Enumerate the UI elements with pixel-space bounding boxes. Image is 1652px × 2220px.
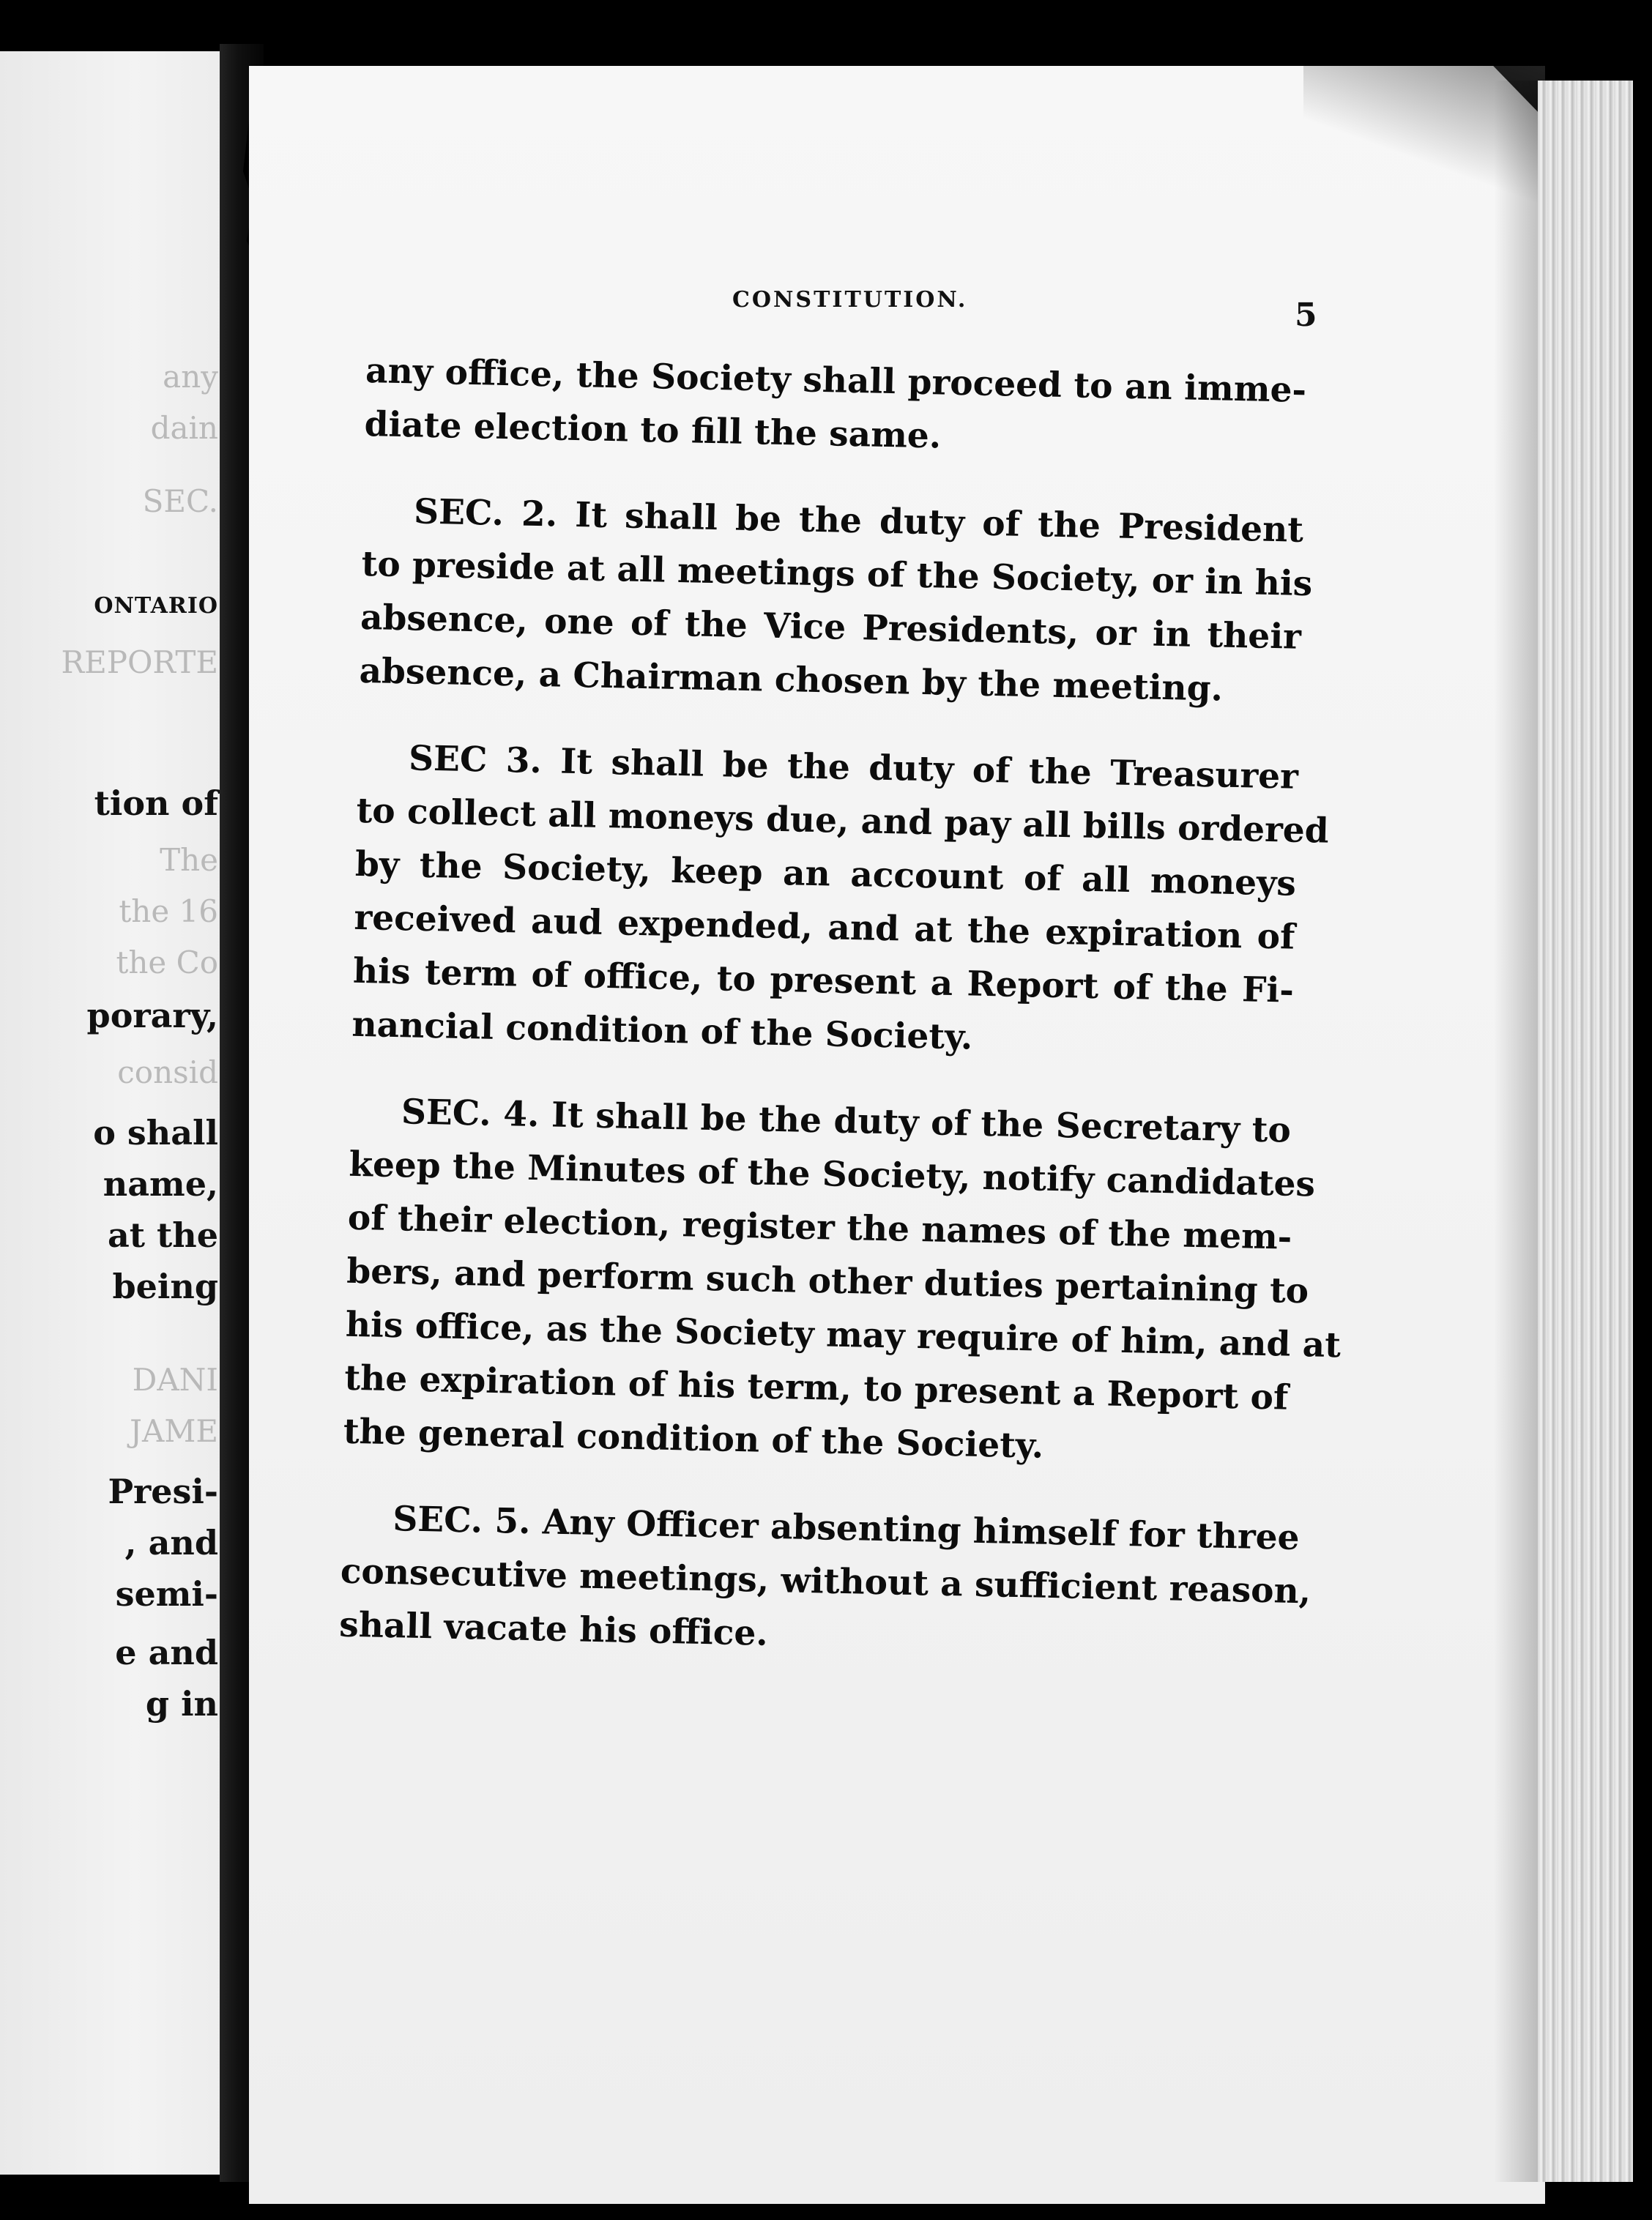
left-page-fragment: o shall bbox=[93, 1113, 218, 1152]
left-page-fragment: semi- bbox=[115, 1574, 218, 1614]
text-line: SEC. 5. Any Officer absenting himself for three bbox=[392, 1499, 1301, 1559]
text-line: diate election to fill the same. bbox=[364, 403, 942, 457]
text-line: by the Society, keep an account of all moneys bbox=[354, 843, 1297, 904]
page-edges bbox=[1538, 81, 1633, 2182]
text-line: the general condition of the Society. bbox=[343, 1411, 1044, 1467]
left-page-fragment: the 16 bbox=[119, 893, 218, 929]
text-line: absence, a Chairman chosen by the meeting. bbox=[359, 650, 1224, 709]
left-page-fragment: any bbox=[163, 359, 218, 395]
text-line: his term of office, to present a Report of the Fi- bbox=[352, 950, 1295, 1011]
text-line: bers, and perform such other duties pertaining to bbox=[346, 1251, 1309, 1312]
left-page-fragment: porary, bbox=[86, 996, 218, 1035]
left-page-fragment: tion of bbox=[94, 783, 218, 823]
left-page-fragment: at the bbox=[107, 1215, 218, 1255]
text-line: to preside at all meetings of the Society, or in his bbox=[361, 543, 1313, 605]
left-page-fragment: consid bbox=[117, 1054, 218, 1090]
left-page-fragment: g in bbox=[145, 1684, 218, 1724]
text-line: SEC. 4. It shall be the duty of the Secretary to bbox=[401, 1092, 1292, 1151]
text-line: shall vacate his office. bbox=[338, 1604, 769, 1654]
text-line: SEC 3. It shall be the duty of the Treasurer bbox=[408, 738, 1299, 797]
left-page-fragment: dain bbox=[150, 410, 218, 446]
left-page-fragment: , and bbox=[124, 1523, 218, 1562]
page-number: 5 bbox=[1295, 297, 1317, 334]
text-line: of their election, register the names of the mem- bbox=[347, 1197, 1292, 1258]
left-page-fragment: e and bbox=[115, 1633, 218, 1672]
text-line: absence, one of the Vice Presidents, or in their bbox=[360, 597, 1302, 658]
left-page-fragment: SEC. bbox=[142, 483, 218, 519]
running-head: CONSTITUTION. bbox=[732, 287, 968, 313]
text-line: consecutive meetings, without a sufficient reason, bbox=[340, 1551, 1311, 1612]
text-line: received aud expended, and at the expiration of bbox=[354, 897, 1295, 958]
constitution-text bbox=[338, 344, 1342, 1672]
left-page-fragment: ONTARIO bbox=[94, 593, 218, 619]
text-line: the expiration of his term, to present a Report of bbox=[343, 1357, 1289, 1418]
text-line: keep the Minutes of the Society, notify candidates bbox=[348, 1144, 1316, 1205]
text-line: to collect all moneys due, and pay all bills ordered bbox=[356, 790, 1330, 852]
text-line: his office, as the Society may require of him, and at bbox=[345, 1304, 1342, 1366]
left-page-fragment: Presi- bbox=[108, 1472, 218, 1511]
left-page-fragment: name, bbox=[103, 1164, 218, 1204]
left-page-fragment: JAME bbox=[130, 1413, 218, 1449]
left-page-fragment: the Co bbox=[116, 945, 218, 980]
text-line: SEC. 2. It shall be the duty of the President bbox=[413, 491, 1304, 551]
left-page-fragment: DANI bbox=[132, 1362, 218, 1398]
left-page-fragment: The bbox=[160, 842, 218, 878]
left-page-fragment: being bbox=[112, 1267, 218, 1306]
left-page-fragment: REPORTE bbox=[61, 644, 218, 680]
text-line: any office, the Society shall proceed to an imme- bbox=[365, 350, 1307, 411]
text-line: nancial condition of the Society. bbox=[351, 1004, 973, 1058]
facing-page-left bbox=[0, 51, 226, 2175]
